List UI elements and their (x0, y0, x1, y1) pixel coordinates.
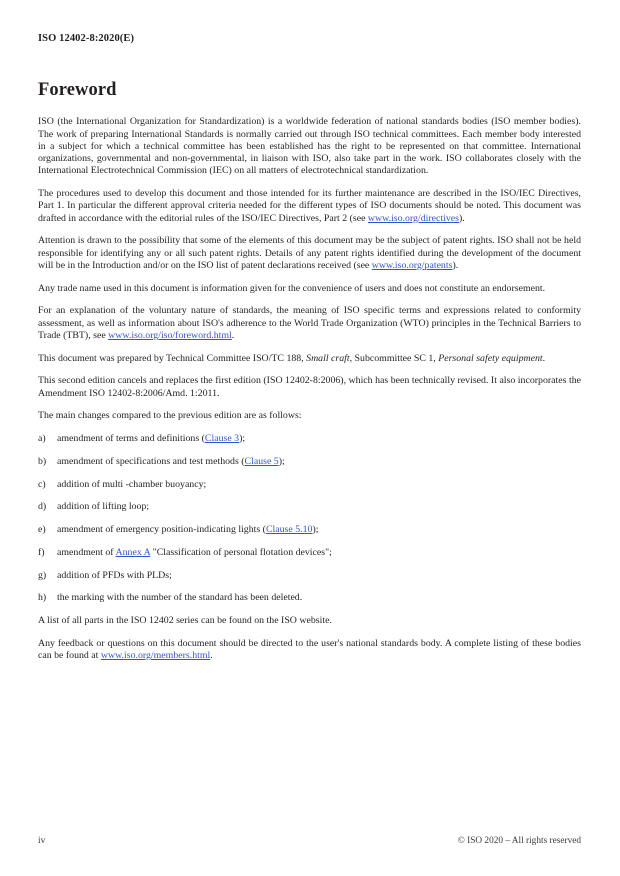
paragraph-trade-name: Any trade name used in this document is information given for the convenience of users and does not constitute an endorsement. (38, 282, 546, 294)
paragraph-text-tail: ). (452, 259, 459, 271)
paragraph-main-changes-lead-in: The main changes compared to the previous edition are as follows: (38, 410, 302, 422)
page-title: Foreword (38, 80, 117, 100)
paragraph-parts-list: A list of all parts in the ISO 12402 series can be found on the ISO website. (38, 615, 332, 627)
paragraph-text: This document was prepared by Technical Committee ISO/TC 188, (38, 352, 307, 364)
paragraph-second-edition: This second edition cancels and replaces the first edition (ISO 12402-8:2006), which has been technically revised. It also incorporates the Amendment ISO 12402-8:2006/Amd. 1:2011. (38, 375, 581, 399)
committee-title-small-craft: Small craft (306, 352, 350, 364)
list-item (38, 501, 581, 513)
link-clause-3[interactable]: Clause 3 (204, 433, 240, 445)
list-item-text-tail: ); (239, 433, 246, 445)
paragraph-text: , Subcommittee SC 1, (349, 352, 439, 364)
list-item-marker: a) (38, 433, 46, 445)
paragraph-text: Attention is drawn to the possibility that some of the elements of this document may be the subject of patent rights. ISO shall not be held responsible for identifying any or all such patent rights. Details of any patent rights identified during the development of the document will be in the Introduction and/or on the ISO list of patent declarations received (see (38, 235, 581, 271)
paragraph-text: For an explanation of the voluntary nature of standards, the meaning of ISO specific terms and expressions related to conformity assessment, as well as information about ISO's adherence to the World Trade Organization (WTO) principles in the Technical Barriers to Trade (TBT), see (38, 305, 581, 341)
link-iso-patents[interactable]: www.iso.org/patents (371, 259, 453, 271)
list-item-text: amendment of (57, 546, 116, 558)
page-content (38, 80, 581, 662)
list-item (38, 524, 581, 536)
list-item-text-tail: "Classification of personal flotation devices"; (150, 546, 332, 558)
list-item (38, 479, 581, 491)
change-list (38, 433, 581, 605)
list-item-marker: h) (38, 592, 47, 604)
paragraph-text: Any feedback or questions on this document should be directed to the user's national standards body. A complete listing of these bodies can be found at (38, 637, 581, 662)
paragraph-iso-intro: ISO (the International Organization for Standardization) is a worldwide federation of national standards bodies (ISO member bodies). The work of preparing International Standards is normally carried out through ISO technical committees. Each member body interested in a subject for which a technical committee has been established has the right to be represented on that committee. International organizations, governmental and non-governmental, in liaison with ISO, also take part in the work. ISO collaborates closely with the International Electrotechnical Commission (IEC) on all matters of electrotechnical standardization. (38, 116, 581, 177)
list-item-text: amendment of specifications and test methods ( (57, 455, 245, 467)
list-item-text-tail: ); (312, 524, 319, 536)
list-item-text: amendment of emergency position-indicating lights ( (57, 524, 266, 536)
list-item-text: addition of multi -chamber buoyancy; (57, 478, 207, 490)
list-item-text: addition of PFDs with PLDs; (57, 569, 172, 581)
list-item (38, 456, 581, 468)
list-item-marker: d) (38, 501, 47, 513)
list-item (38, 592, 581, 604)
paragraph-text-tail: ). (458, 212, 465, 224)
page-footer (38, 836, 581, 850)
list-item-text: the marking with the number of the standard has been deleted. (57, 592, 303, 604)
list-item (38, 570, 581, 582)
list-item-marker: c) (38, 478, 46, 490)
paragraph-procedures (38, 188, 581, 225)
list-item-text-tail: ); (278, 455, 285, 467)
link-clause-5[interactable]: Clause 5 (244, 455, 279, 467)
list-item-text: addition of lifting loop; (57, 501, 150, 513)
paragraph-voluntary-nature (38, 305, 581, 342)
list-item (38, 433, 581, 445)
subcommittee-title-personal-safety-equipment: Personal safety equipment (438, 352, 543, 364)
list-item-marker: e) (38, 524, 46, 536)
page-number: iv (38, 836, 46, 846)
paragraph-text-tail: . (231, 329, 235, 341)
paragraph-text-tail: . (210, 650, 213, 662)
link-iso-foreword[interactable]: www.iso.org/iso/foreword.html (108, 329, 232, 341)
list-item (38, 547, 581, 559)
paragraph-text-tail: . (542, 352, 546, 364)
paragraph-patent-rights (38, 235, 581, 272)
running-head: ISO 12402-8:2020(E) (38, 33, 135, 44)
paragraph-feedback (38, 638, 581, 663)
list-item-marker: b) (38, 455, 47, 467)
link-clause-5-10[interactable]: Clause 5.10 (265, 524, 313, 536)
link-iso-directives[interactable]: www.iso.org/directives (367, 212, 459, 224)
paragraph-committee (38, 353, 581, 365)
paragraph-text: The procedures used to develop this document and those intended for its further maintenance are described in the ISO/IEC Directives, Part 1. In particular the different approval criteria needed for the different types of ISO documents should be noted. This document was drafted in accordance with the editorial rules of the ISO/IEC Directives, Part 2 (see (38, 188, 581, 224)
link-annex-a[interactable]: Annex A (115, 546, 151, 558)
list-item-marker: f) (38, 546, 45, 558)
link-iso-members[interactable]: www.iso.org/members.html (100, 650, 211, 662)
list-item-text: amendment of terms and definitions ( (57, 433, 205, 445)
list-item-marker: g) (38, 569, 47, 581)
copyright-notice: © ISO 2020 – All rights reserved (457, 836, 581, 846)
